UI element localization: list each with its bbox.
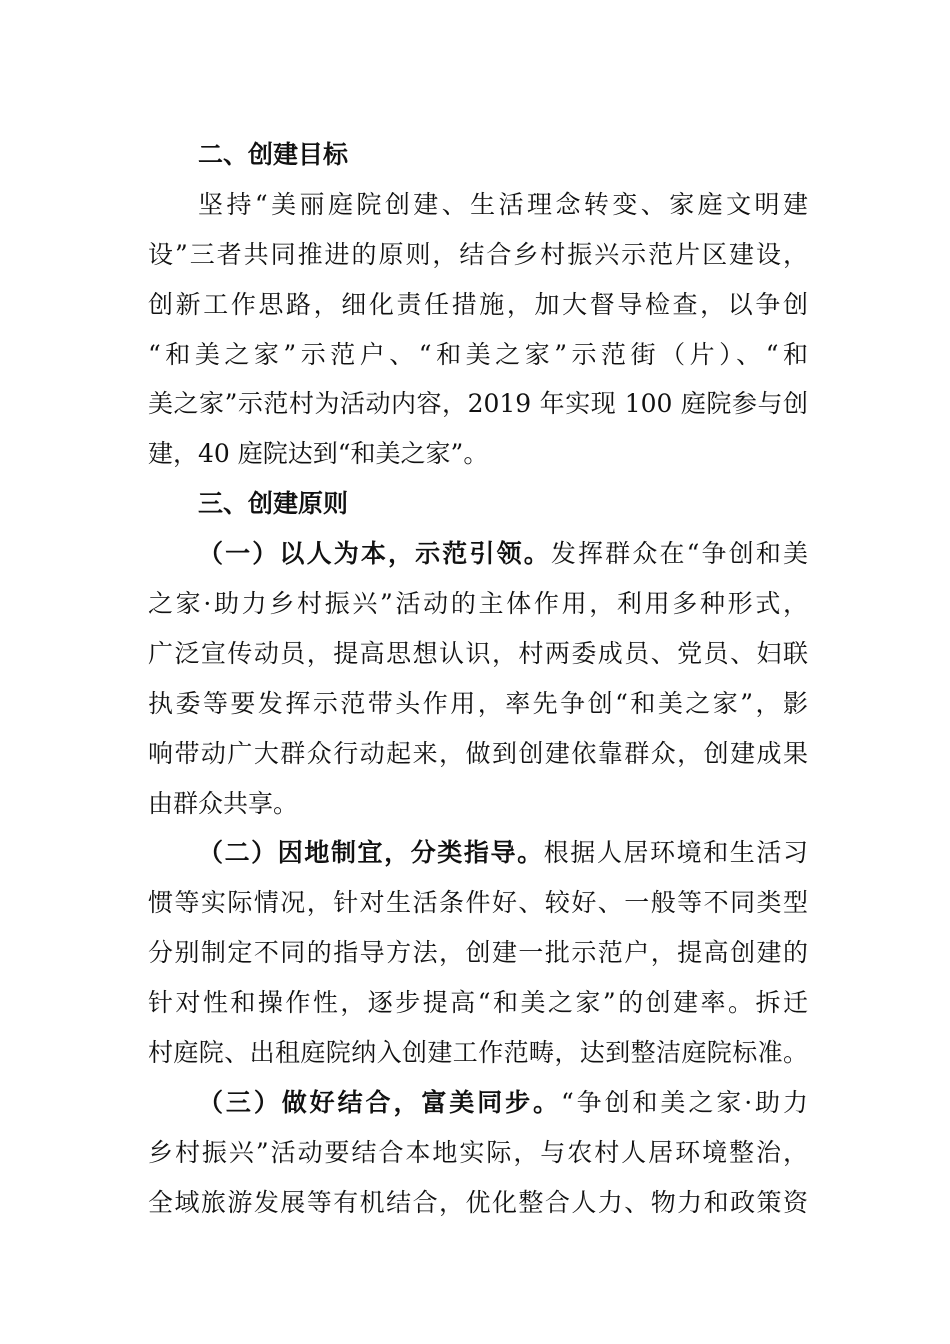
paragraph-line: 执委等要发挥示范带头作用，率先争创“和美之家”，影 [148, 688, 808, 718]
principle-2-first-text: 根据人居环境和生活习 [543, 838, 808, 868]
paragraph-line: 由群众共享。 [148, 788, 299, 818]
section-heading-goals: 二、创建目标 [198, 140, 349, 169]
principle-3-first-text: “争创和美之家·助力 [560, 1087, 808, 1117]
paragraph-line: “和美之家”示范户、“和美之家”示范街（片）、“和 [148, 339, 808, 369]
paragraph-line: 分别制定不同的指导方法，创建一批示范户，提高创建的 [148, 938, 808, 968]
paragraph-line: 全域旅游发展等有机结合，优化整合人力、物力和政策资 [148, 1187, 808, 1217]
paragraph-line: 美之家”示范村为活动内容，2019 年实现 100 庭院参与创 [148, 389, 808, 419]
paragraph-line: 坚持“美丽庭院创建、生活理念转变、家庭文明建 [198, 189, 808, 219]
paragraph-line: 建，40 庭院达到“和美之家”。 [148, 439, 489, 469]
document-body [148, 130, 808, 1228]
principle-1-title: （一）以人为本，示范引领。 [198, 539, 551, 569]
paragraph-line: 响带动广大群众行动起来，做到创建依靠群众，创建成果 [148, 738, 808, 768]
principle-3-title: （三）做好结合，富美同步。 [198, 1087, 561, 1117]
paragraph-line: 创新工作思路，细化责任措施，加大督导检查，以争创 [148, 289, 808, 319]
section-heading-principles: 三、创建原则 [198, 489, 349, 519]
principle-1-first-text: 发挥群众在“争创和美 [550, 539, 808, 569]
paragraph-line: 设”三者共同推进的原则，结合乡村振兴示范片区建设， [148, 239, 808, 269]
paragraph-line: 村庭院、出租庭院纳入创建工作范畴，达到整洁庭院标准。 [148, 1038, 808, 1068]
paragraph-line: 乡村振兴”活动要结合本地实际，与农村人居环境整治， [148, 1137, 808, 1167]
principle-2-first-line [148, 828, 808, 878]
paragraph-line: 惯等实际情况，针对生活条件好、较好、一般等不同类型 [148, 888, 808, 918]
paragraph-line: 广泛宣传动员，提高思想认识，村两委成员、党员、妇联 [148, 638, 808, 668]
paragraph-line: 针对性和操作性，逐步提高“和美之家”的创建率。拆迁 [148, 988, 808, 1018]
paragraph-line: 之家·助力乡村振兴”活动的主体作用，利用多种形式， [148, 589, 808, 619]
principle-1-first-line [148, 529, 808, 579]
principle-3-first-line [148, 1078, 808, 1128]
principle-2-title: （二）因地制宜，分类指导。 [198, 838, 544, 868]
